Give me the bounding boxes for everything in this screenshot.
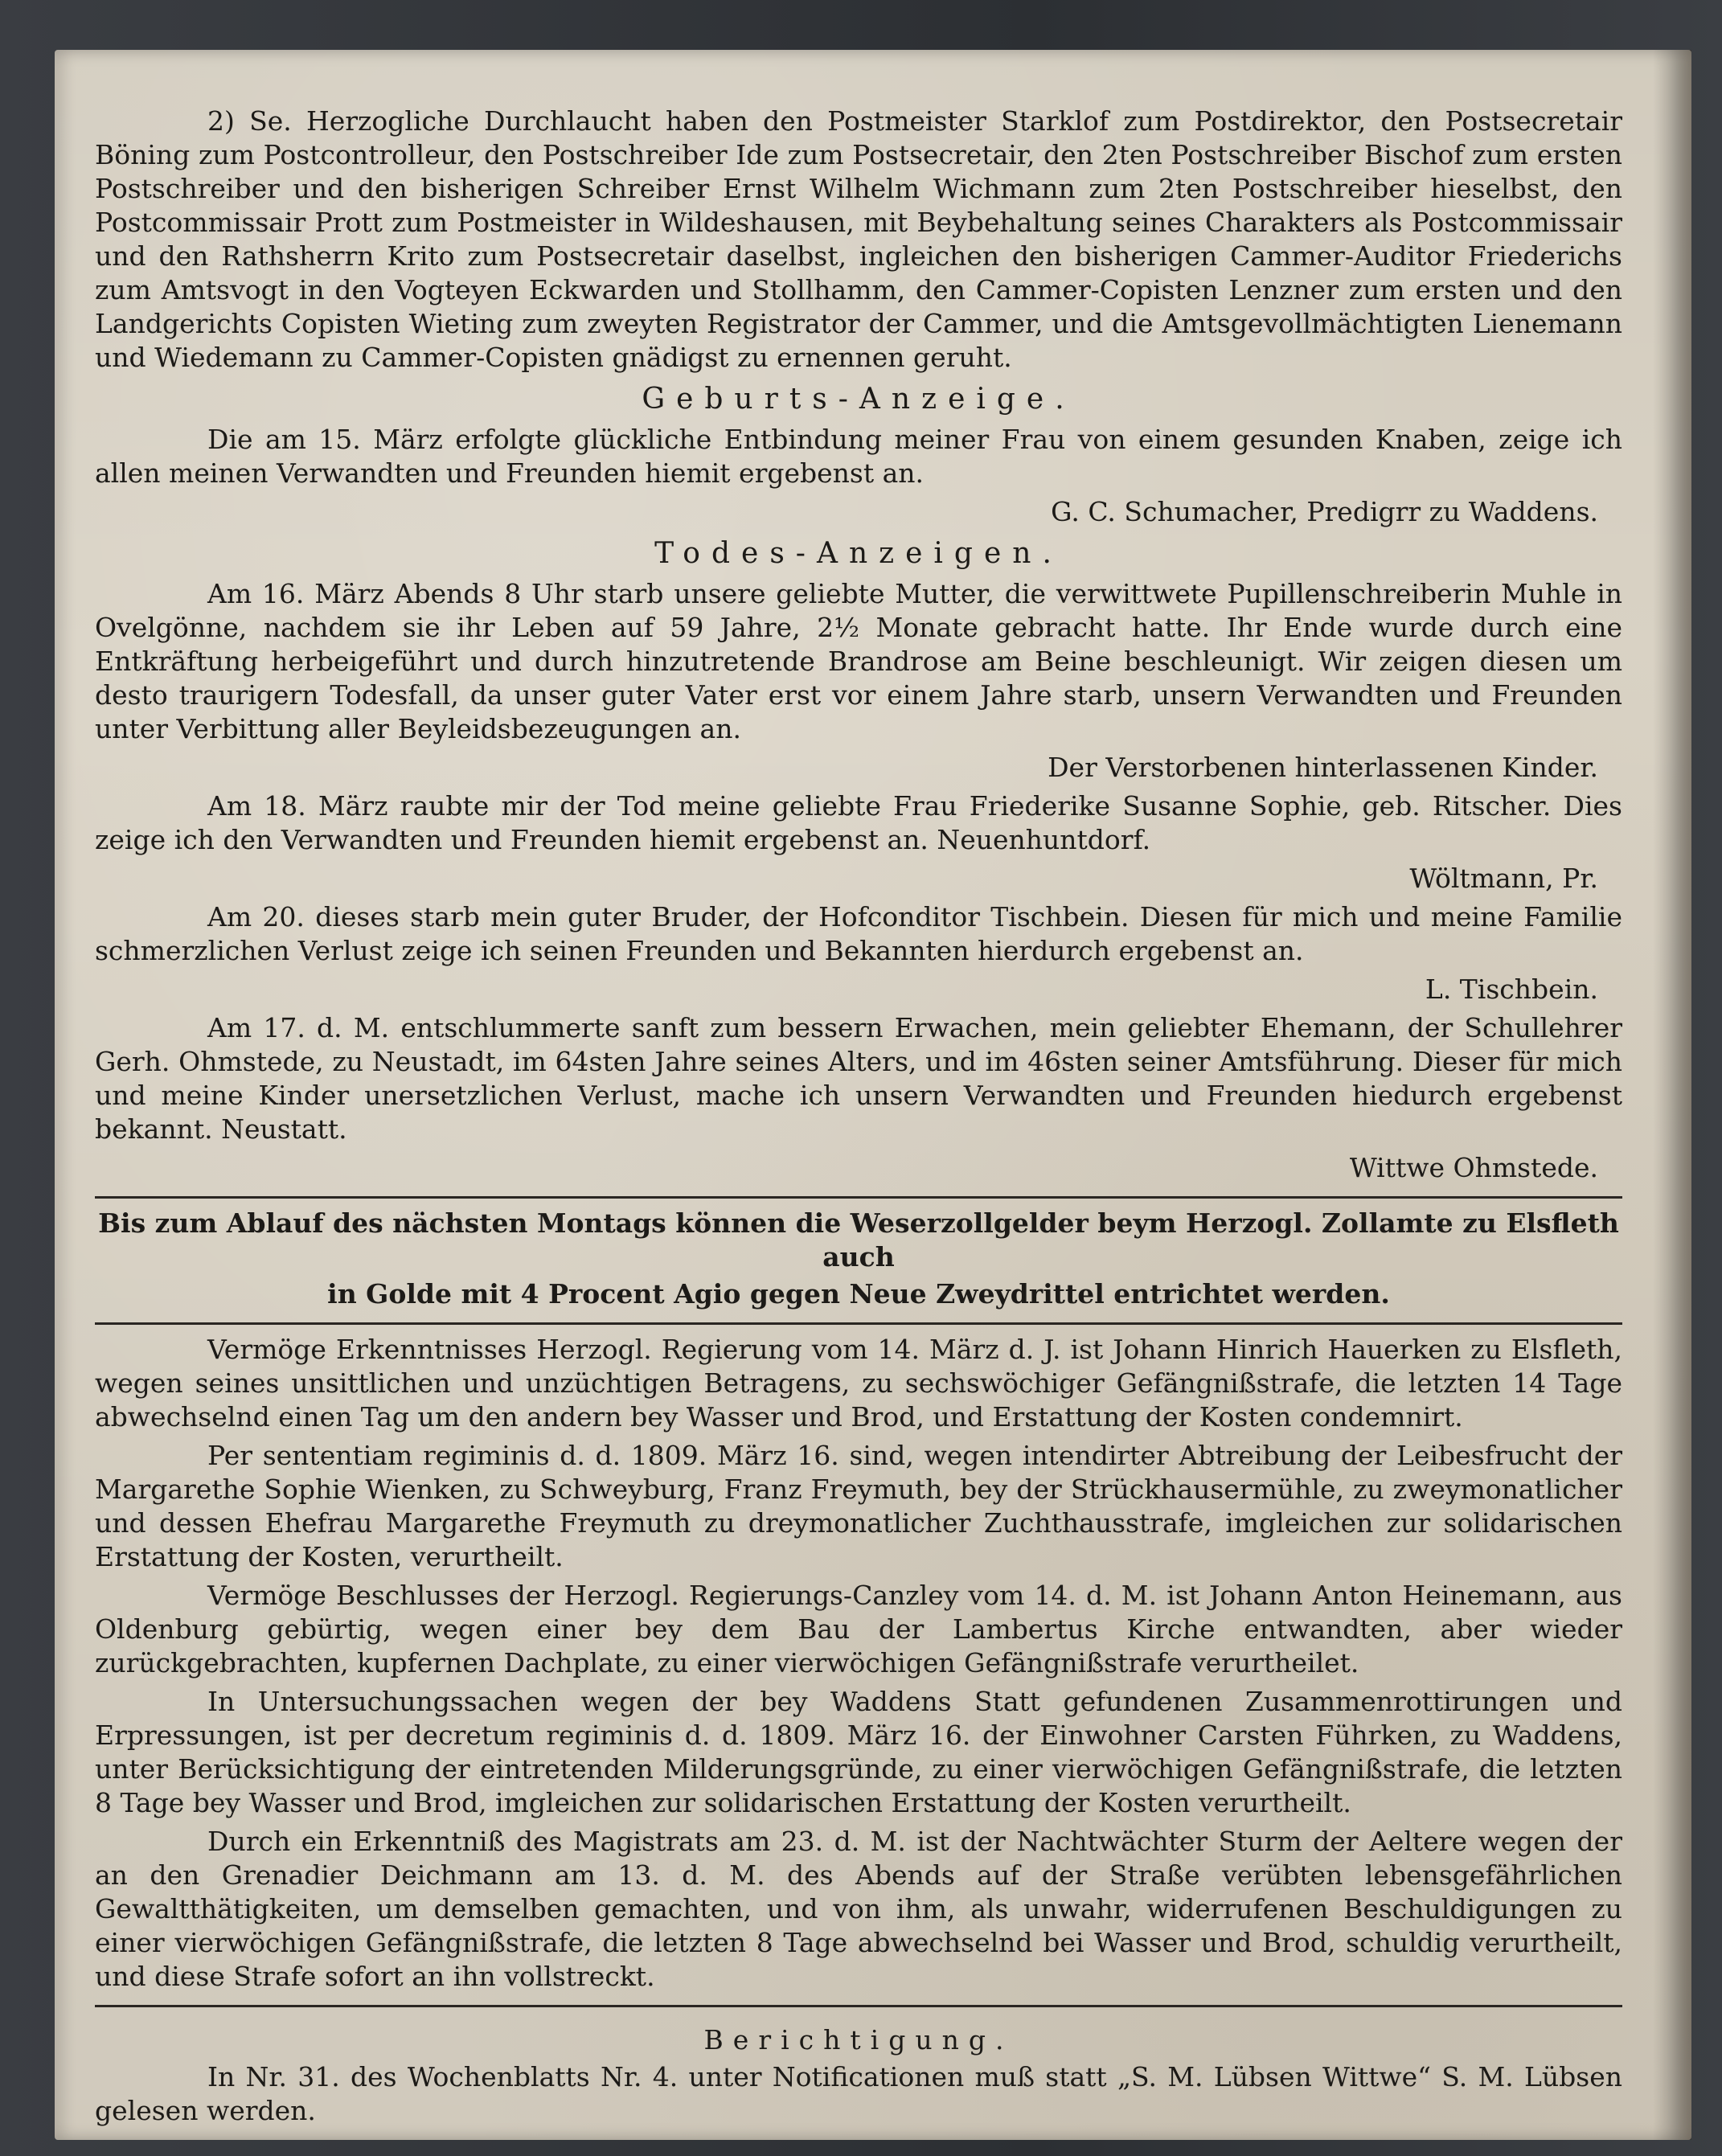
death-notice-4: Am 17. d. M. entschlummerte sanft zum bessern Erwachen, mein geliebter Ehemann, der Schullehrer Gerh. Ohmstede, zu Neustadt, im 64sten Jahre seines Alters, und im 46sten seiner Amtsführung. Dieser für mich und meine Kinder unersetzlichen Verlust, mache ich unsern Verwandten und Freunden hiedurch ergebenst bekannt. Neustatt.	[95, 1012, 1622, 1145]
correction-text: In Nr. 31. des Wochenblatts Nr. 4. unter Notificationen muß statt „S. M. Lübsen Wittwe“ S. M. Lübsen gelesen werden.	[95, 2061, 1622, 2126]
death-notice-2: Am 18. März raubte mir der Tod meine geliebte Frau Friederike Susanne Sophie, geb. Ritscher. Dies zeige ich den Verwandten und Freunden hiemit ergebenst an. Neuenhuntdorf.	[95, 790, 1622, 855]
divider-rule	[95, 1322, 1622, 1325]
judgment-3: Vermöge Beschlusses der Herzogl. Regierungs-Canzley vom 14. d. M. ist Johann Anton Heinemann, aus Oldenburg gebürtig, wegen einer bey dem Bau der Lambertus Kirche entwandten, aber wieder zurückgebrachten, kupfernen Dachplate, zu einer vierwöchigen Gefängnißstrafe verurtheilet.	[95, 1580, 1622, 1678]
death-notice-3: Am 20. dieses starb mein guter Bruder, der Hofconditor Tischbein. Diesen für mich und meine Familie schmerzlichen Verlust zeige ich seinen Freunden und Bekannten hierdurch ergebenst an.	[95, 901, 1622, 966]
death-notice-3-signature: L. Tischbein.	[1425, 973, 1598, 1005]
divider-rule	[95, 1196, 1622, 1199]
death-notice-2-signature: Wöltmann, Pr.	[1409, 863, 1598, 894]
birth-signature: G. C. Schumacher, Predigrr zu Waddens.	[1051, 496, 1598, 527]
divider-rule	[95, 2005, 1622, 2007]
toll-notice-line-1: Bis zum Ablauf des nächsten Montags können die Weserzollgelder beym Herzogl. Zollamte zu Elsfleth auch	[98, 1207, 1619, 1273]
judgment-5: Durch ein Erkenntniß des Magistrats am 23. d. M. ist der Nachtwächter Sturm der Aeltere wegen der an den Grenadier Deichmann am 13. d. M. des Abends auf der Straße verübten lebensgefährlichen Gewaltthätigkeiten, um demselben gemachten, und von ihm, als unwahr, widerrufenen Beschuldigungen zu einer vierwöchigen Gefängnißstrafe, die letzten 8 Tage abwechselnd bei Wasser und Brod, schuldig verurtheilt, und diese Strafe sofort an ihn vollstreckt.	[95, 1826, 1622, 1992]
birth-text: Die am 15. März erfolgte glückliche Entbindung meiner Frau von einem gesunden Knaben, zeige ich allen meinen Verwandten und Freunden hiemit ergebenst an.	[95, 424, 1622, 489]
death-notice-1: Am 16. März Abends 8 Uhr starb unsere geliebte Mutter, die verwittwete Pupillenschreiberin Muhle in Ovelgönne, nachdem sie ihr Leben auf 59 Jahre, 2½ Monate gebracht hatte. Ihr Ende wurde durch eine Entkräftung herbeigeführt und durch hinzutretende Brandrose am Beine beschleunigt. Wir zeigen diesen um desto traurigern Todesfall, da unser guter Vater erst vor einem Jahre starb, unsern Verwandten und Freunden unter Verbittung aller Beyleidsbezeugungen an.	[95, 578, 1622, 744]
death-notice-4-signature: Wittwe Ohmstede.	[1349, 1152, 1598, 1183]
page-edge-shadow	[1653, 50, 1691, 2140]
appointments-paragraph: 2) Se. Herzogliche Durchlaucht haben den Postmeister Starklof zum Postdirektor, den Postsecretair Böning zum Postcontrolleur, den Postschreiber Ide zum Postsecretair, den 2ten Postschreiber Bischof zum ersten Postschreiber und den bisherigen Schreiber Ernst Wilhelm Wichmann zum 2ten Postschreiber hieselbst, den Postcommissair Prott zum Postmeister in Wildeshausen, mit Beybehaltung seines Charakters als Postcommissair und den Rathsherrn Krito zum Postsecretair daselbst, ingleichen den bisherigen Cammer-Auditor Friederichs zum Amtsvogt in den Vogteyen Eckwarden und Stollhamm, den Cammer-Copisten Lenzner zum ersten und den Landgerichts Copisten Wieting zum zweyten Registrator der Cammer, und die Amtsgevollmächtigten Lienemann und Wiedemann zu Cammer-Copisten gnädigst zu ernennen geruht.	[95, 105, 1622, 373]
page-content	[95, 105, 1622, 2133]
judgment-2: Per sententiam regiminis d. d. 1809. März 16. sind, wegen intendirter Abtreibung der Leibesfrucht der Margarethe Sophie Wienken, zu Schweyburg, Franz Freymuth, bey der Strückhausermühle, zu zweymonatlicher und dessen Ehefrau Margarethe Freymuth zu dreymonatlicher Zuchthausstrafe, imgleichen zur solidarischen Erstattung der Kosten, verurtheilt.	[95, 1440, 1622, 1572]
correction-heading: Berichtigung.	[703, 2024, 1014, 2056]
toll-notice-line-2: in Golde mit 4 Procent Agio gegen Neue Zweydrittel entrichtet werden.	[327, 1278, 1390, 1310]
judgment-4: In Untersuchungssachen wegen der bey Waddens Statt gefundenen Zusammenrottirungen und Erpressungen, ist per decretum regiminis d. d. 1809. März 16. der Einwohner Carsten Führken, zu Waddens, unter Berücksichtigung der eintretenden Milderungsgründe, zu einer vierwöchigen Gefängnißstrafe, die letzten 8 Tage bey Wasser und Brod, imgleichen zur solidarischen Erstattung der Kosten verurtheilt.	[95, 1686, 1622, 1818]
deaths-heading: Todes-Anzeigen.	[654, 537, 1063, 570]
birth-heading: Geburts-Anzeige.	[642, 383, 1076, 416]
death-notice-1-signature: Der Verstorbenen hinterlassenen Kinder.	[1048, 752, 1598, 783]
judgment-1: Vermöge Erkenntnisses Herzogl. Regierung vom 14. März d. J. ist Johann Hinrich Hauerken zu Elsfleth, wegen seines unsittlichen und unzüchtigen Betragens, zu sechswöchiger Gefängnißstrafe, die letzten 14 Tage abwechselnd einen Tag um den andern bey Wasser und Brod, und Erstattung der Kosten condemnirt.	[95, 1334, 1622, 1433]
